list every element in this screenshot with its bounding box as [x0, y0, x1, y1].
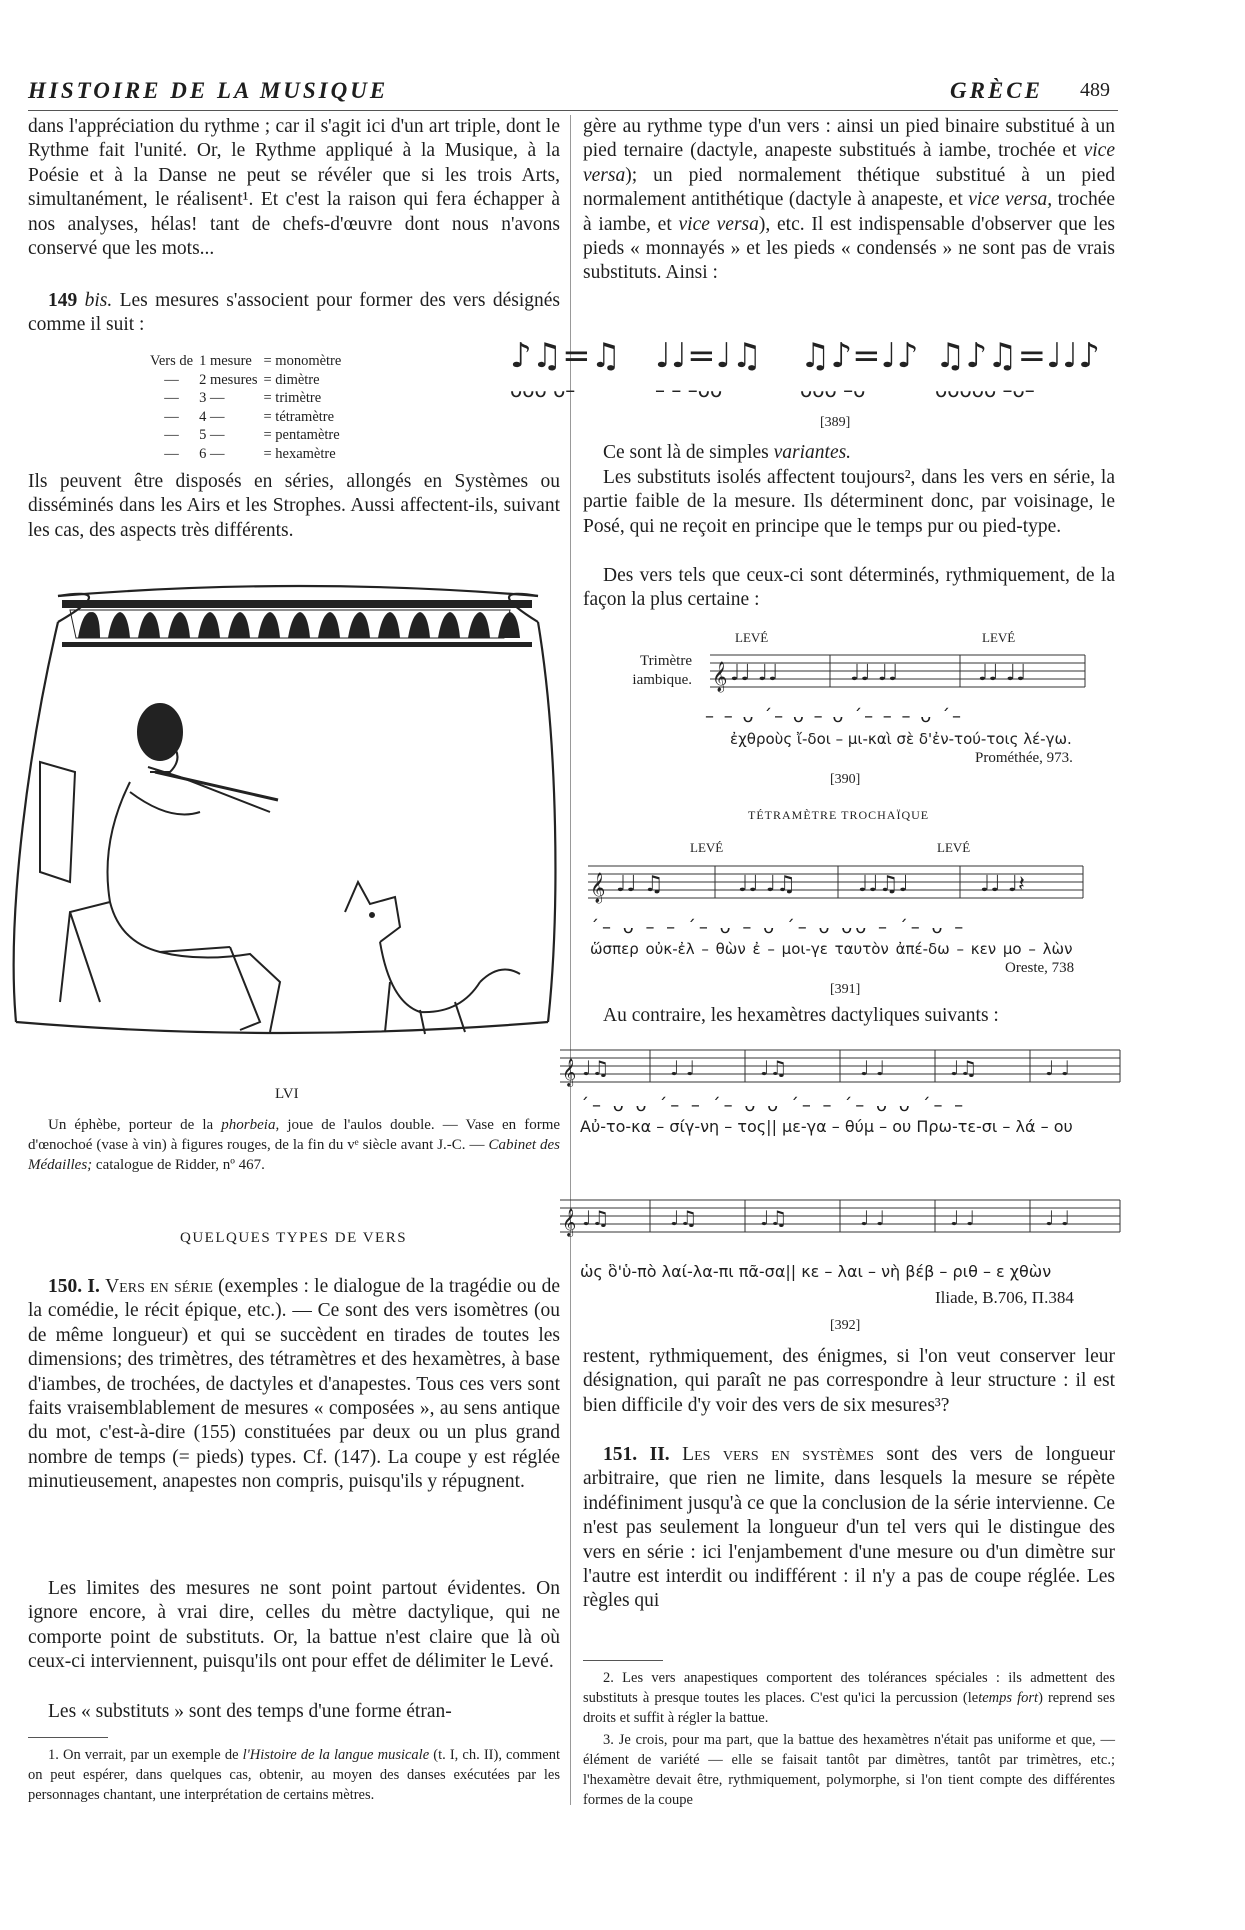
vase-illustration: [0, 582, 560, 1082]
running-header-section: GRÈCE: [950, 78, 1043, 103]
table-cell: —: [164, 371, 179, 388]
table-cell: = monomètre: [263, 353, 342, 369]
footnote-text: (t. I, ch. II), comment on peut espérer, dans quelques cas, obtenir, au moyen des danses exécutées par les personnages chantant, une interprétation de certains mètres.: [28, 1747, 561, 1803]
paragraph-text: ), etc. Il est indispensable d'observer que les pieds « monnayés » et les pieds « condensés » ne sont pas de vrais substituts. Ainsi :: [583, 213, 1116, 284]
ex391-meter: ´– ᴗ – – ´– ᴗ – ᴗ ´– ᴗ ᴗᴗ – ´– ᴗ –: [590, 917, 967, 938]
svg-text:♩♩ ♩♫: ♩♩ ♩♫: [738, 872, 796, 897]
svg-text:♩ ♩: ♩ ♩: [860, 1206, 886, 1230]
footnote-title: l'Histoire de la langue musicale: [242, 1747, 430, 1763]
svg-text:♪♫=♫: ♪♫=♫: [510, 336, 622, 376]
footnote-text: ) reprend ses droits et suffit à régler la battue.: [583, 1690, 1115, 1726]
meter-table: [150, 352, 347, 463]
svg-text:𝄞: 𝄞: [712, 662, 728, 692]
section-title: QUELQUES TYPES DE VERS: [180, 1230, 408, 1246]
caption-term: phorbeia,: [221, 1117, 280, 1133]
palmette-frieze: [78, 612, 520, 638]
example-number-390: [390]: [830, 772, 861, 787]
right-paragraph-5: Au contraire, les hexamètres dactyliques suivants :: [603, 1005, 999, 1026]
table-cell: 2 mesures: [199, 371, 258, 388]
staff-392-line1: [560, 1035, 1125, 1095]
header-rule: [28, 110, 1118, 111]
footnote-rule: [583, 1660, 663, 1661]
left-paragraph-149bis: [28, 289, 560, 338]
paragraph-text: Les mesures s'associent pour former des vers désignés comme il suit :: [28, 290, 561, 336]
example-number-391: [391]: [830, 982, 861, 997]
left-paragraph-4: Les limites des mesures ne sont point partout évidentes. On ignore encore, à vrai dire, celles du mètre dactylique, qui ne comporte point de substituts. Or, la battue n'est claire que là où ceux-ci interviennent, puisqu'ils ont pour effet de délimiter le Levé.: [28, 1578, 560, 1673]
table-cell: = pentamètre: [263, 427, 340, 443]
example-number-392: [392]: [830, 1318, 861, 1333]
footnote-rule: [28, 1737, 108, 1738]
paragraph-heading: Les vers en systèmes: [682, 1444, 874, 1465]
footnote-text: 1. On verrait, par un exemple de: [48, 1747, 239, 1763]
leve-label-4: LEVÉ: [937, 840, 971, 855]
caption-text: Un éphèbe, porteur de la: [48, 1117, 214, 1133]
table-cell: 1 mesure: [199, 353, 252, 369]
paragraph-text: (exemples : le dialogue de la tragédie ou de la comédie, le récit épique, etc.). — Ce sont des vers isomètres (ou de même longueur) et qui se succèdent en tirades de toutes les dimensions; des trimètres, des tétramètres et des hexamètres, à base d'iambes, de trochées, de dactyles et d'anapestes. Tous ces vers sont faits vraisemblablement de mesures « composées », au sens antique du mot, c'est-à-dire (155) constituées par deux ou un plus grand nombre de temps (= pieds) types. Cf. (147). La coupe y est réglée minutieusement, anapestes non compris, puisqu'ils y répugnent.: [28, 1276, 561, 1493]
table-cell: 4 —: [199, 408, 225, 425]
svg-text:♩ ♩: ♩ ♩: [670, 1056, 696, 1080]
ex390-label: Trimètre iambique.: [632, 653, 692, 688]
table-row: [150, 426, 347, 445]
table-cell: 6 —: [199, 445, 225, 462]
table-cell: Vers de: [150, 353, 194, 369]
svg-text:♩♩=♩♫: ♩♩=♩♫: [655, 336, 763, 376]
table-row: [150, 389, 347, 408]
table-cell: 3 —: [199, 390, 225, 406]
svg-text:♩♩ ♩♩: ♩♩ ♩♩: [850, 661, 899, 686]
figure-caption: [28, 1115, 560, 1175]
svg-text:♫♪=♩♪: ♫♪=♩♪: [800, 336, 919, 376]
svg-text:♩♩ ♩𝄽: ♩♩ ♩𝄽: [980, 872, 1025, 897]
table-cell: —: [164, 445, 179, 462]
caption-collection: Cabinet des Médailles;: [28, 1137, 561, 1173]
table-cell: = trimètre: [263, 390, 322, 406]
svg-text:♩♫: ♩♫: [760, 1206, 788, 1230]
svg-text:♩♫: ♩♫: [582, 1206, 610, 1230]
leve-label-3: LEVÉ: [690, 840, 724, 855]
paragraph-text: sont des vers de longueur arbitraire, que rien ne limite, dans lesquels la mesure se répète indéfiniment jusqu'à ce que la conclusion de la série intervienne. Ce n'est pas seulement la longueur d'un tel vers qui le distingue des vers en série : ici l'enjambement d'une mesure ou d'un dimètre sur l'autre est interdit ou indifférent : il n'y a pas de coupe réglée. Les règles qui: [583, 1444, 1115, 1612]
svg-text:ᴗᴗᴗ –ᴗ: ᴗᴗᴗ –ᴗ: [800, 378, 866, 402]
caption-text: joue de l'aulos double. — Vase en forme d'œnochoé (vase à vin) à figures rouges, de la fin du vᵉ siècle avant J.-C. —: [28, 1117, 561, 1153]
left-paragraph-1: dans l'appréciation du rythme ; car il s'agit ici d'un art triple, dont le Rythme fait l'unité. Or, le Rythme appliqué à la Musique, à la Poésie et à la Danse ne peut se révéler que si les trois Arts, simultanément, le réalisent¹. Et c'est la raison qui fera échapper à nos analyses, hélas! tant de chefs-d'œuvre dont nous n'avons conservé que les mots...: [28, 116, 560, 260]
svg-text:♩ ♩: ♩ ♩: [1045, 1206, 1071, 1230]
ex392-meter-1: ´– ᴗ ᴗ ´– – ´– ᴗ ᴗ ´– – ´– ᴗ ᴗ ´– –: [580, 1095, 967, 1116]
bis-label: bis.: [84, 290, 113, 311]
right-paragraph-4: Des vers tels que ceux-ci sont déterminés, rythmiquement, de la façon la plus certaine :: [583, 565, 1115, 611]
ex391-source: Oreste, 738: [1005, 960, 1075, 976]
paragraph-text: gère au rythme type d'un vers : ainsi un pied binaire substitué à un pied ternaire (dactyle, anapeste substitués à iambe, trochée et: [583, 116, 1115, 162]
left-paragraph-5: Les « substituts » sont des temps d'une forme étran-: [48, 1701, 452, 1722]
emphasis: vice versa: [583, 140, 1115, 186]
left-paragraph-150: [28, 1275, 560, 1495]
table-row: [150, 352, 347, 371]
table-row: [150, 445, 347, 464]
running-header-title: HISTOIRE DE LA MUSIQUE: [28, 78, 389, 103]
svg-text:♩♩ ♫: ♩♩ ♫: [616, 872, 664, 897]
svg-text:– – –ᴗᴗ: – – –ᴗᴗ: [655, 378, 723, 402]
right-paragraph-151: [583, 1443, 1115, 1614]
table-cell: —: [164, 390, 179, 406]
right-paragraph-3: Les substituts isolés affectent toujours², dans les vers en série, la partie faible de la mesure. Ils déterminent donc, par voisinage, le Posé, qui ne reçoit en principe que le temps pur ou pied-type.: [583, 467, 1115, 537]
left-paragraph-3: Ils peuvent être disposés en séries, allongés en Systèmes ou disséminés dans les Airs et les Strophes. Aussi affectent-ils, suivant les cas, des aspects très différents.: [28, 471, 560, 541]
table-cell: = hexamètre: [263, 445, 336, 462]
footnote-1: [28, 1745, 560, 1805]
paragraph-number: 151. II.: [603, 1444, 670, 1465]
staff-391: [588, 856, 1088, 916]
paragraph-text: ); un pied normalement thétique substitué à un pied normalement antithétique (dactyle à anapeste, et: [583, 164, 1115, 211]
svg-text:♩ ♩: ♩ ♩: [950, 1206, 976, 1230]
figure-number: LVI: [275, 1086, 299, 1102]
ex392-greek-text-2: ὡς ὃ'ὑ-πὸ λαί-λα-πι πᾶ-σα|| κε – λαι – νὴ βέβ – ριθ – ε χθὼν: [580, 1262, 1052, 1281]
svg-text:𝄞: 𝄞: [562, 1208, 577, 1236]
ex391-greek-text: ὥσπερ οὐκ-ἐλ – θὼν ἐ – μοι-γε ταυτὸν ἀπέ-δω – κεν μο – λὼν: [590, 940, 1073, 958]
paragraph-number: 149: [48, 290, 78, 311]
emphasis: vice versa,: [968, 189, 1053, 211]
leve-label-2: LEVÉ: [982, 630, 1016, 645]
svg-text:𝄞: 𝄞: [562, 1058, 577, 1086]
rhythm-example-389: [505, 335, 1125, 405]
svg-text:♩ ♩: ♩ ♩: [1045, 1056, 1071, 1080]
staff-392-line2: [560, 1185, 1125, 1245]
table-cell: = tétramètre: [263, 408, 335, 425]
staff-390: [710, 645, 1090, 705]
right-paragraph-1: [583, 115, 1115, 286]
svg-text:♩♫: ♩♫: [950, 1056, 978, 1080]
table-cell: 5 —: [199, 427, 225, 443]
svg-text:ᴗᴗᴗᴗᴗ –ᴗ–: ᴗᴗᴗᴗᴗ –ᴗ–: [935, 378, 1035, 402]
right-paragraph-2: [583, 441, 1115, 465]
dog-figure: [345, 882, 520, 1034]
table-cell: —: [164, 427, 179, 443]
caption-text: catalogue de Ridder, nº 467.: [95, 1157, 265, 1173]
paragraph-heading: Vers en série: [105, 1276, 213, 1297]
ex390-greek-text: ἐχθροὺς ἴ-δοι – μι-καὶ σὲ δ'ἐν-τού-τοις λέ-γω.: [730, 730, 1072, 748]
svg-text:♩ ♩: ♩ ♩: [860, 1056, 886, 1080]
svg-text:♩♩♫♩: ♩♩♫♩: [858, 872, 909, 897]
footnote-2: [583, 1668, 1115, 1728]
example-number-389: [389]: [820, 415, 851, 430]
footnote-3: 3. Je crois, pour ma part, que la battue des hexamètres n'était pas uniforme et que, — élément de variété — elle se faisait tantôt par dimètres, tantôt par trimètres, etc.; l'hexamètre devait être, rythmiquement, polymorphe, si l'on tient compte des différentes formes de la coupe: [583, 1732, 1115, 1808]
svg-text:ᴗᴗᴗ ᴗ–: ᴗᴗᴗ ᴗ–: [510, 378, 576, 402]
svg-text:♩♫: ♩♫: [760, 1056, 788, 1080]
svg-text:♩♩ ♩♩: ♩♩ ♩♩: [730, 661, 779, 686]
ephebe-figure: [40, 704, 280, 1032]
svg-text:♩♫: ♩♫: [670, 1206, 698, 1230]
paragraph-number: 150. I.: [48, 1276, 100, 1297]
ex390-meter: – – ᴗ ´– ᴗ – ᴗ ´– – – ᴗ ´–: [705, 706, 963, 727]
footnote-text: 2. Les vers anapestiques comportent des tolérances spéciales : ils admettent des substituts à presque toutes les places. C'est qu'ici la percussion (le: [583, 1670, 1115, 1706]
table-cell: —: [164, 408, 179, 425]
table-row: [150, 371, 347, 390]
tetrameter-title: TÉTRAMÈTRE TROCHAÏQUE: [748, 808, 930, 822]
svg-text:♫♪♫=♩♩♪: ♫♪♫=♩♩♪: [935, 336, 1100, 376]
footnote-term: temps fort: [978, 1690, 1039, 1706]
table-cell: = dimètre: [263, 371, 320, 388]
svg-text:♩♫: ♩♫: [582, 1056, 610, 1080]
svg-text:𝄞: 𝄞: [590, 873, 606, 903]
paragraph-text: Ce sont là de simples: [603, 442, 769, 463]
emphasis: vice versa: [678, 213, 759, 235]
ex390-source: Prométhée, 973.: [975, 750, 1073, 766]
page-number: 489: [1080, 79, 1110, 101]
paragraph-text: trochée à iambe, et: [583, 189, 1116, 235]
right-paragraph-6: restent, rythmiquement, des énigmes, si l'on veut conserver leur désignation, qui paraît ne pas correspondre à leur structure : il est bien difficile d'y voir des vers de six mesures³?: [583, 1346, 1115, 1416]
ex392-source: Iliade, B.706, Π.384: [935, 1288, 1074, 1307]
table-row: [150, 408, 347, 427]
ex392-greek-text-1: Αὐ-το-κα – σίγ-νη – τος|| με-γα – θύμ – ου Πρω-τε-σι – λά – ου: [580, 1117, 1073, 1136]
emphasis: variantes.: [773, 442, 852, 463]
svg-text:♩♩ ♩♩: ♩♩ ♩♩: [978, 661, 1027, 686]
leve-label-1: LEVÉ: [735, 630, 769, 645]
